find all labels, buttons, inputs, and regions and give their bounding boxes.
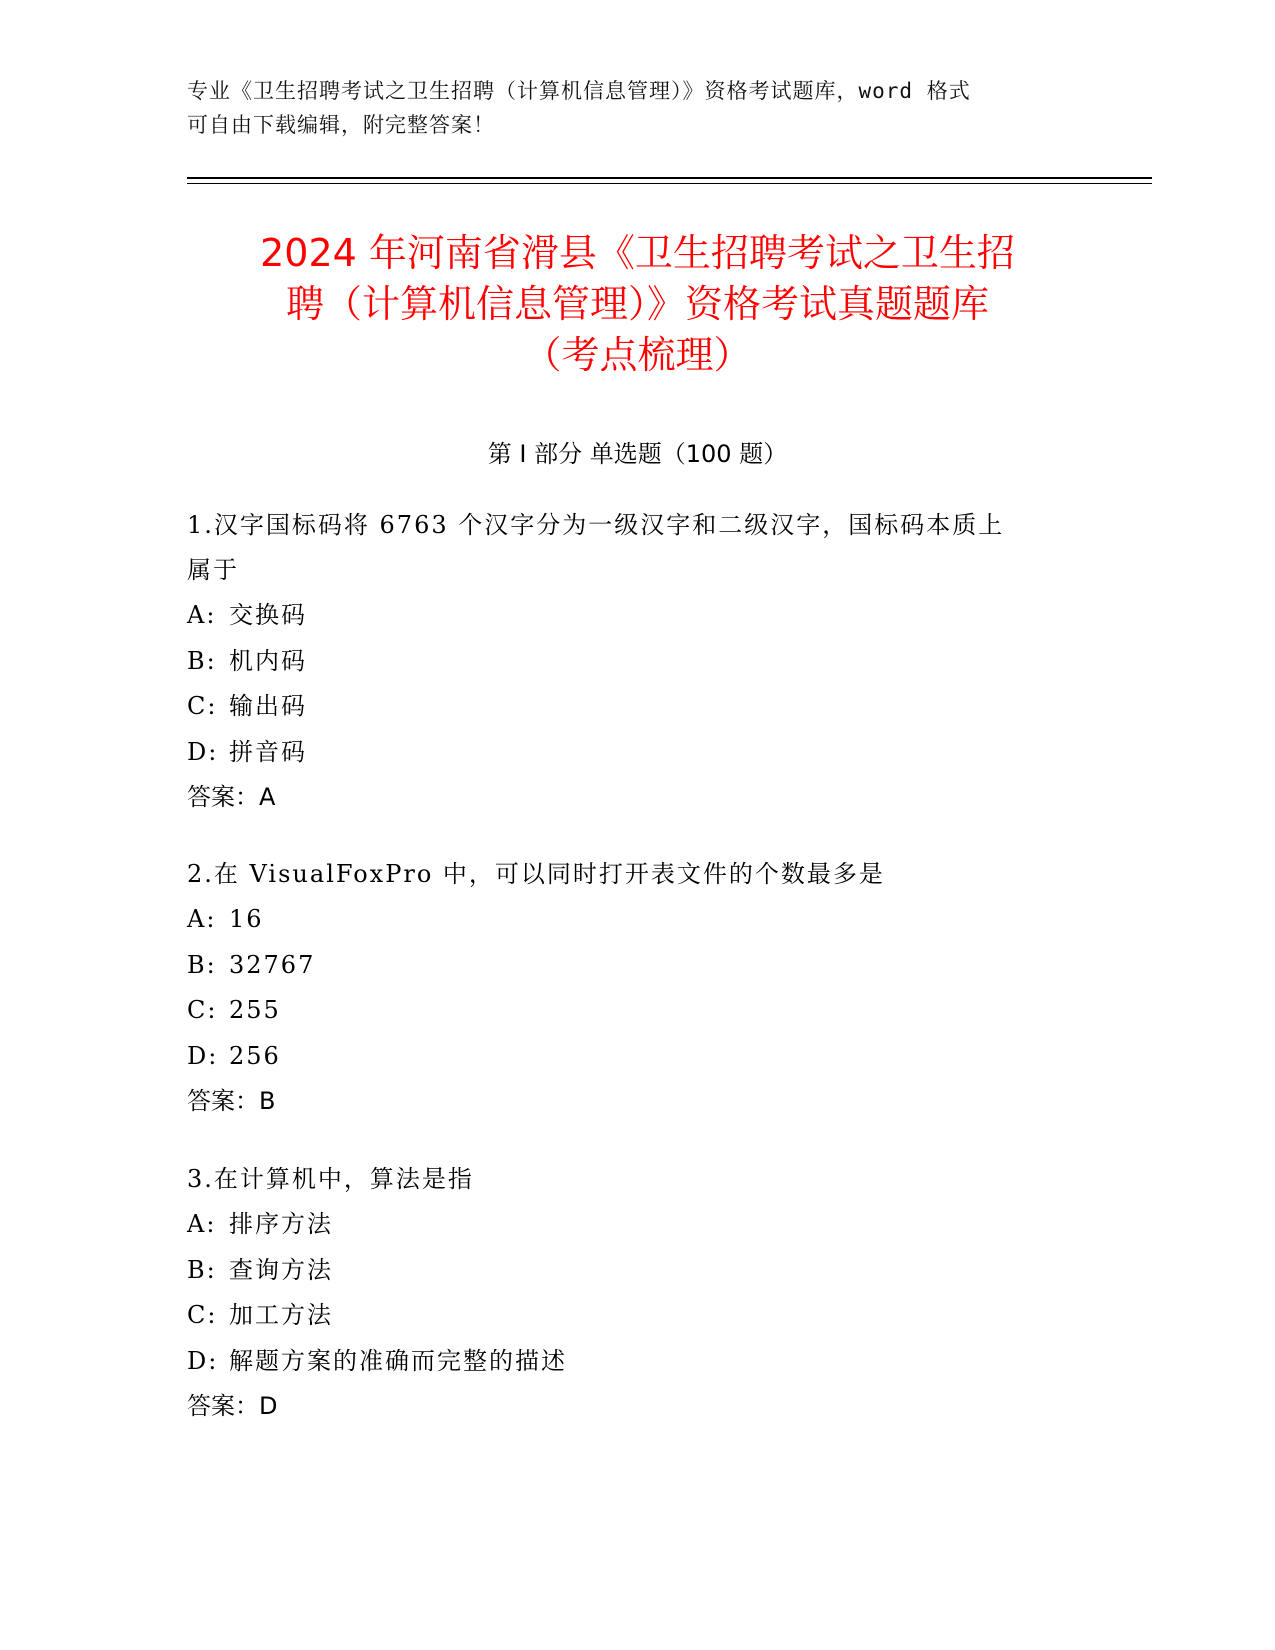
option-text: 查询方法 (229, 1255, 333, 1284)
option-letter: A: (187, 1210, 217, 1238)
question-2 (187, 852, 1087, 1124)
option-c (187, 684, 1087, 730)
option-letter: D: (187, 737, 219, 766)
option-letter: C: (187, 996, 218, 1024)
option-letter: B: (187, 1255, 217, 1284)
answer-line: 答案：D (187, 1392, 278, 1420)
header-divider-thick (187, 177, 1152, 179)
question-stem-line: 属于 (187, 556, 239, 584)
option-letter: C: (187, 1301, 218, 1329)
option-a (187, 1202, 1087, 1248)
option-b (187, 1248, 1087, 1294)
option-letter: A: (187, 905, 217, 933)
option-text: 输出码 (229, 692, 307, 720)
document-title-line-3: （考点梳理） (523, 333, 752, 377)
section-title: 第 I 部分 单选题（100 题） (487, 440, 788, 468)
header-note (187, 74, 1067, 142)
question-1 (187, 503, 1087, 820)
question-stem-line: 3.在计算机中，算法是指 (187, 1165, 474, 1193)
option-a (187, 897, 1087, 943)
option-text: 解题方案的准确而完整的描述 (229, 1346, 567, 1375)
header-note-line-1: 专业《卫生招聘考试之卫生招聘（计算机信息管理）》资格考试题库，word 格式 (187, 79, 971, 103)
document-title-line-1: 2024 年河南省滑县《卫生招聘考试之卫生招 (260, 231, 1015, 275)
option-text: 排序方法 (229, 1210, 333, 1238)
option-letter: A: (187, 601, 217, 629)
document-title-line-2: 聘（计算机信息管理）》资格考试真题题库 (285, 282, 989, 326)
option-text: 255 (229, 996, 281, 1024)
option-letter: B: (187, 646, 217, 675)
option-letter: C: (187, 692, 218, 720)
option-text: 交换码 (229, 601, 307, 629)
option-letter: D: (187, 1346, 219, 1375)
option-text: 32767 (229, 950, 316, 979)
option-text: 拼音码 (229, 737, 307, 766)
option-c (187, 1293, 1087, 1339)
question-3 (187, 1157, 1087, 1429)
header-note-line-2: 可自由下载编辑，附完整答案！ (187, 113, 495, 137)
answer-line: 答案：B (187, 1087, 276, 1115)
option-letter: B: (187, 950, 217, 979)
option-a (187, 593, 1087, 639)
option-b (187, 639, 1087, 685)
option-text: 256 (229, 1041, 281, 1070)
option-letter: D: (187, 1041, 219, 1070)
option-c (187, 988, 1087, 1034)
option-d (187, 730, 1087, 776)
question-stem-line: 1.汉字国标码将 6763 个汉字分为一级汉字和二级汉字，国标码本质上 (187, 511, 1005, 539)
answer-line: 答案：A (187, 783, 276, 811)
header-divider-thin (187, 183, 1152, 184)
option-d (187, 1034, 1087, 1080)
option-text: 加工方法 (229, 1301, 333, 1329)
question-stem-line: 2.在 VisualFoxPro 中，可以同时打开表文件的个数最多是 (187, 860, 885, 888)
document-title (150, 228, 1125, 381)
option-text: 机内码 (229, 646, 307, 675)
option-b (187, 943, 1087, 989)
option-text: 16 (229, 905, 264, 933)
option-d (187, 1339, 1087, 1385)
